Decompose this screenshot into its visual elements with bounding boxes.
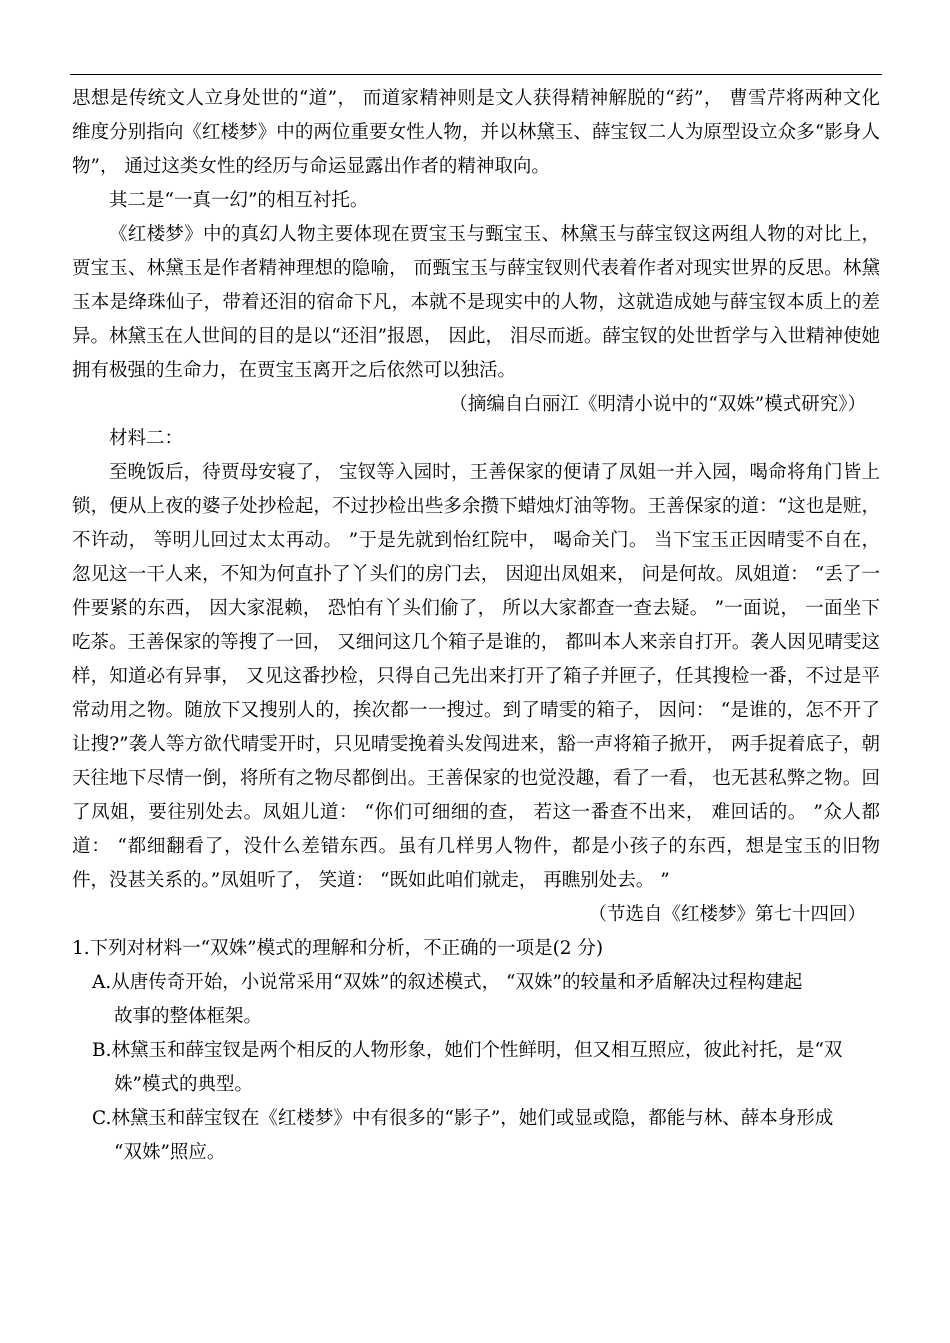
option-b-line-1: B.林黛玉和薛宝钗是两个相反的人物形象，她们个性鲜明，但又相互照应，彼此衬托，是“双 bbox=[92, 1040, 843, 1061]
material2-paragraph: 至晚饭后，待贾母安寝了， 宝钗等入园时，王善保家的便请了凤姐一并入园，喝命将角门皆上锁，便从上夜的婆子处抄检起，不过抄检出些多余攒下蜡烛灯油等物。王善保家的道：“这也是赃， 不许动， 等明儿回过太太再动。 ”于是先就到怡红院中， 喝命关门。 当下宝玉正因晴雯不自在，忽见这一干人来，不知为何直扑了丫头们的房门去， 因迎出凤姐来， 问是何故。凤姐道： “丢了一件要紧的东西， 因大家混赖， 恐怕有丫头们偷了， 所以大家都查一查去疑。 ”一面说， 一面坐下吃茶。王善保家的等搜了一回， 又细问这几个箱子是谁的， 都叫本人来亲自打开。袭人因见晴雯这样，知道必有异事， 又见这番抄检，只得自己先出来打开了箱子并匣子，任其搜检一番，不过是平常动用之物。随放下又搜别人的，挨次都一一搜过。到了晴雯的箱子， 因问： “是谁的，怎不开了让搜?”袭人等方欲代晴雯开时，只见晴雯挽着头发闯进来，豁一声将箱子掀开， 两手捉着底子，朝天往地下尽情一倒，将所有之物尽都倒出。王善保家的也觉没趣，看了一看， 也无甚私弊之物。回了凤姐，要往别处去。凤姐儿道： “你们可细细的查， 若这一番查不出来， 难回话的。 ”众人都道： “都细翻看了，没什么差错东西。虽有几样男人物件，都是小孩子的东西，想是宝玉的旧物件，没甚关系的。”凤姐听了， 笑道： “既如此咱们就走， 再瞧别处去。 ” bbox=[72, 462, 880, 891]
option-c-line-1: C.林黛玉和薛宝钗在《红楼梦》中有很多的“影子”，她们或显或隐，都能与林、薛本身形成 bbox=[92, 1108, 834, 1129]
option-a-line-1: A.从唐传奇开始，小说常采用“双姝”的叙述模式， “双姝”的较量和矛盾解决过程构建起 bbox=[92, 972, 803, 993]
option-b-line-2: 姝”模式的典型。 bbox=[114, 1074, 253, 1095]
question-1-option-c bbox=[72, 1102, 880, 1170]
material1-paragraph-2: 其二是“一真一幻”的相互衬托。 bbox=[109, 190, 369, 211]
header-rule bbox=[70, 74, 882, 75]
document-body bbox=[72, 82, 880, 1170]
question-1-option-a bbox=[72, 966, 880, 1034]
material1-source: （摘编自白丽江《明清小说中的“双姝”模式研究》） bbox=[449, 394, 866, 415]
question-1-option-b bbox=[72, 1034, 880, 1102]
option-c-line-2: “双姝”照应。 bbox=[114, 1142, 226, 1163]
material1-paragraph-1: 思想是传统文人立身处世的“道”， 而道家精神则是文人获得精神解脱的“药”， 曹雪芹将两种文化维度分别指向《红楼梦》中的两位重要女性人物，并以林黛玉、薛宝钗二人为原型设立众多“影身人物”， 通过这类女性的经历与命运显露出作者的精神取向。 bbox=[72, 88, 880, 177]
material1-paragraph-3: 《红楼梦》中的真幻人物主要体现在贾宝玉与甄宝玉、林黛玉与薛宝钗这两组人物的对比上， 贾宝玉、林黛玉是作者精神理想的隐喻， 而甄宝玉与薛宝钗则代表着作者对现实世界的反思。林黛玉本是绛珠仙子，带着还泪的宿命下凡，本就不是现实中的人物，这就造成她与薛宝钗本质上的差异。林黛玉在人世间的目的是以“还泪”报恩， 因此， 泪尽而逝。薛宝钗的处世哲学与入世精神使她拥有极强的生命力，在贾宝玉离开之后依然可以独活。 bbox=[72, 224, 880, 381]
material2-source: （节选自《红楼梦》第七十四回） bbox=[588, 904, 866, 925]
option-a-line-2: 故事的整体框架。 bbox=[114, 1006, 263, 1027]
material2-label: 材料二： bbox=[109, 428, 184, 449]
question-1-stem: 1.下列对材料一“双姝”模式的理解和分析，不正确的一项是(2 分) bbox=[72, 938, 604, 959]
